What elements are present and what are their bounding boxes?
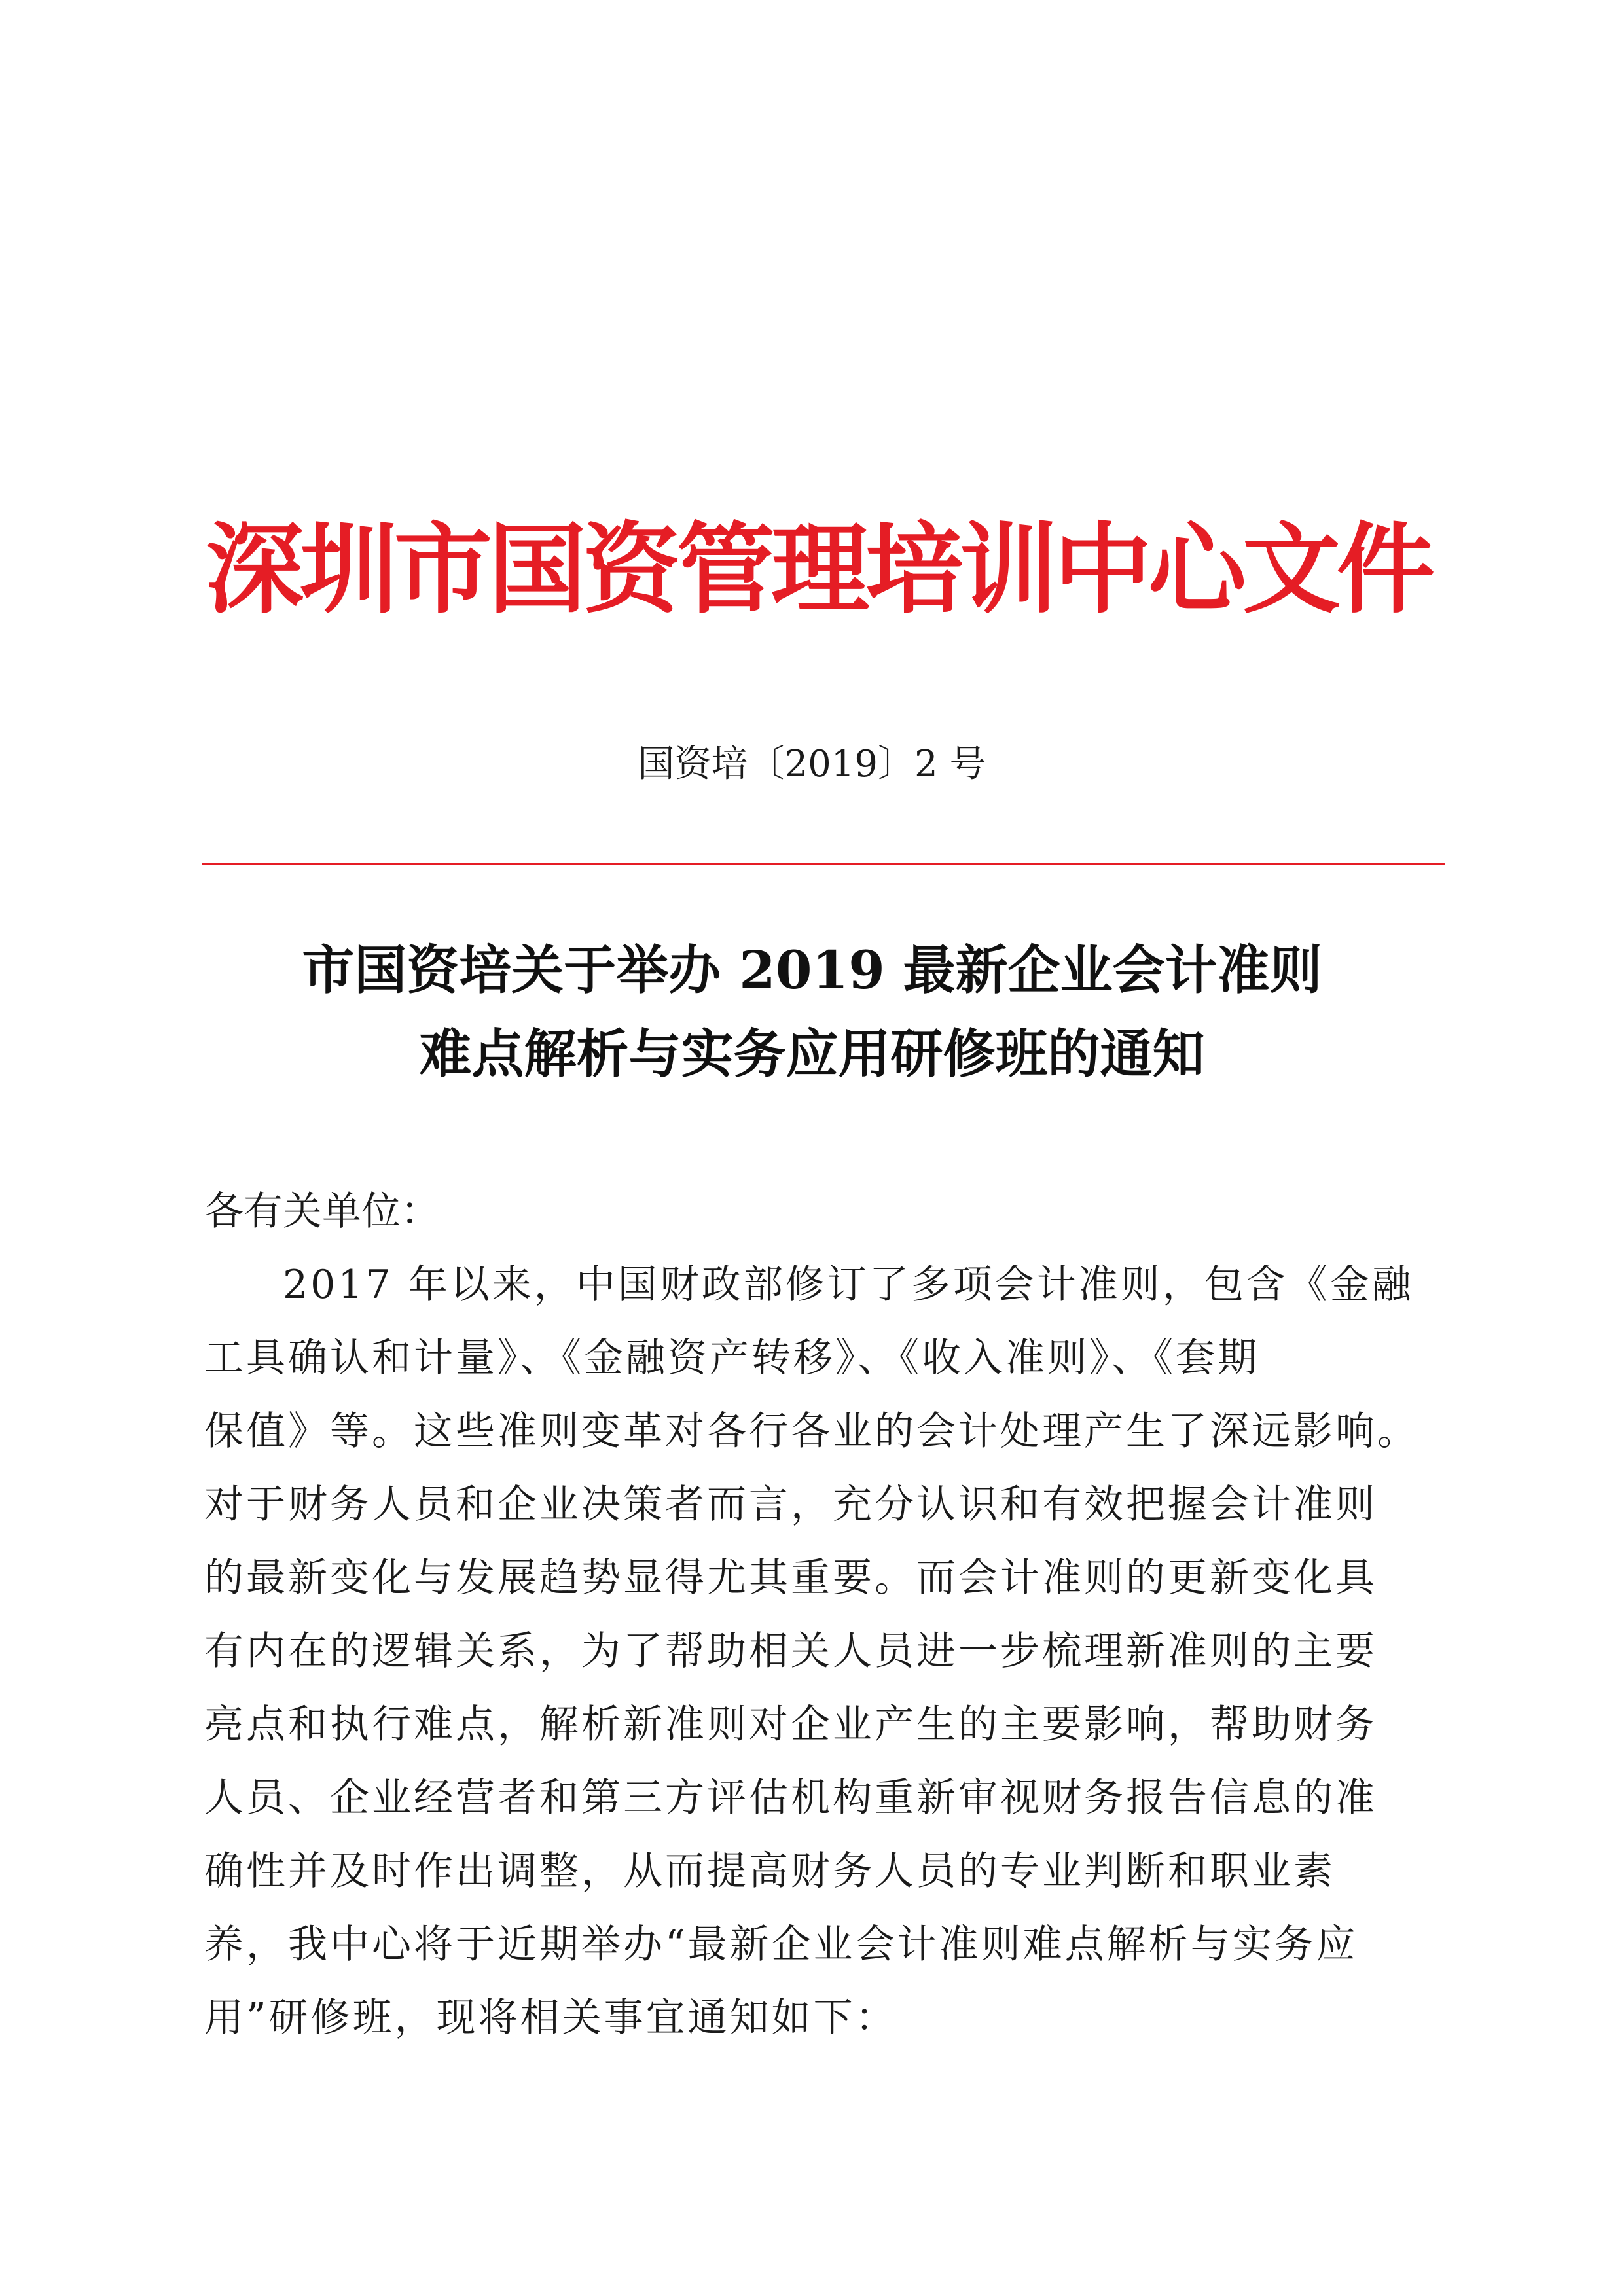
paragraph-line: 确性并及时作出调整，从而提高财务人员的专业判断和职业素	[204, 1848, 1335, 1894]
paragraph-line: 养，我中心将于近期举办“最新企业会计准则难点解析与实务应	[204, 1922, 1358, 1967]
notice-title-line-1: 市国资培关于举办 2019 最新企业会计准则	[302, 939, 1322, 1001]
paragraph-line: 工具确认和计量》、《金融资产转移》、《收入准则》、《套期	[204, 1335, 1259, 1381]
paragraph-line: 用”研修班，现将相关事宜通知如下：	[204, 1995, 897, 2041]
red-divider-line	[202, 863, 1445, 865]
notice-title-line-2: 难点解析与实务应用研修班的通知	[419, 1023, 1205, 1085]
paragraph-line: 保值》等。这些准则变革对各行各业的会计处理产生了深远影响。	[204, 1408, 1419, 1454]
paragraph-line: 的最新变化与发展趋势显得尤其重要。而会计准则的更新变化具	[204, 1555, 1377, 1601]
paragraph-line: 亮点和执行难点，解析新准则对企业产生的主要影响，帮助财务	[204, 1702, 1377, 1748]
org-file-title: 深圳市国资管理培训中心文件	[205, 512, 1431, 627]
paragraph-line: 有内在的逻辑关系，为了帮助相关人员进一步梳理新准则的主要	[204, 1628, 1377, 1674]
notice-title	[0, 928, 1624, 1096]
document-number: 国资培〔2019〕2 号	[638, 743, 986, 785]
paragraph-line: 对于财务人员和企业决策者而言，充分认识和有效把握会计准则	[204, 1482, 1377, 1528]
notice-body	[204, 1175, 1422, 2054]
paragraph-line: 2017 年以来，中国财政部修订了多项会计准则，包含《金融	[283, 1262, 1414, 1308]
paragraph-line: 人员、企业经营者和第三方评估机构重新审视财务报告信息的准	[204, 1775, 1377, 1821]
salutation: 各有关单位：	[204, 1189, 440, 1234]
